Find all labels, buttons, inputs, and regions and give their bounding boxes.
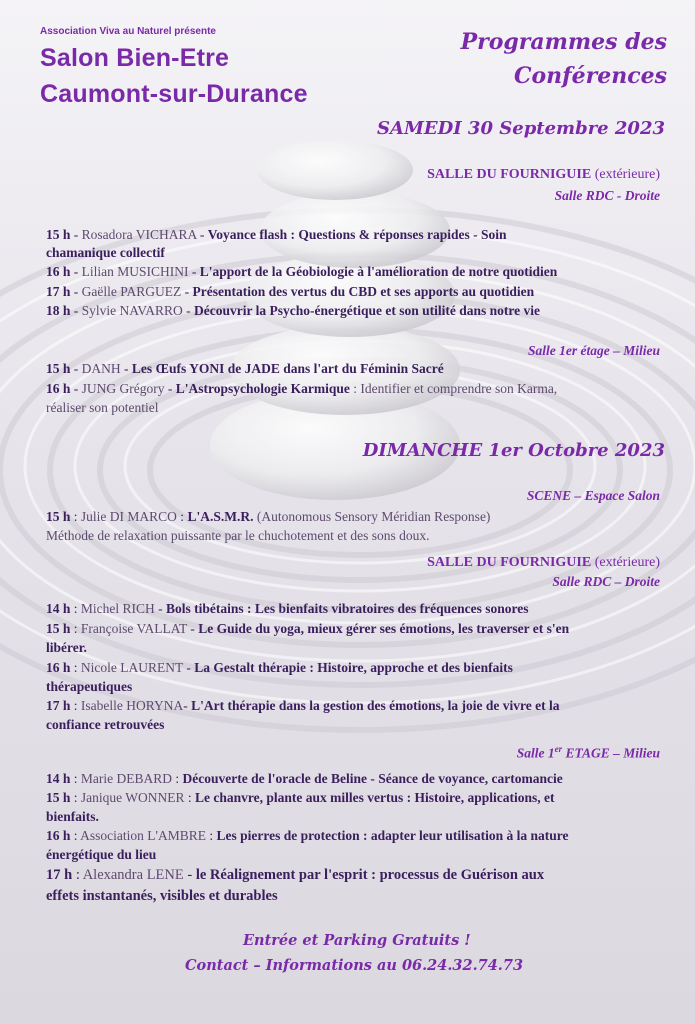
talk-sun-17: [46, 698, 559, 714]
talk-sat2-16: [46, 381, 557, 397]
talk-title-cont: énergétique du lieu: [46, 847, 157, 862]
talk-sun-14: [46, 601, 529, 617]
talk-title: Les Œufs YONI de JADE dans l'art du Féminin Sacré: [131, 361, 444, 376]
talk-time: 17 h: [46, 284, 71, 299]
talk-title: L'A.S.M.R.: [187, 509, 254, 524]
sep: -: [70, 264, 82, 279]
talk-time: 18 h: [46, 303, 71, 318]
talk-speaker: Nicole LAURENT: [80, 660, 184, 675]
programmes-heading-2: Conférences: [513, 63, 667, 89]
talk-sun2-15: [46, 790, 555, 806]
talk-sun-16-cont: [46, 679, 132, 695]
room-name: SALLE DU FOURNIGUIE: [427, 167, 592, 182]
programmes-heading-1: Programmes des: [460, 29, 667, 55]
sep: :: [70, 698, 81, 713]
room-sub-pre: Salle 1: [516, 745, 555, 761]
saturday-room2-sub: Salle 1er étage – Milieu: [528, 343, 660, 358]
talk-sun2-17: [46, 867, 544, 884]
saturday-date: SAMEDI 30 Septembre 2023: [377, 118, 665, 139]
sunday-room1-sub: Salle RDC – Droite: [552, 574, 660, 589]
talk-title-cont: chamanique collectif: [46, 245, 165, 260]
sep: -: [154, 601, 167, 616]
talk-sun-15-cont: [46, 640, 87, 656]
talk-sun-15: [46, 621, 569, 637]
title-line-1: Salon Bien-Etre: [40, 44, 230, 72]
talk-title: Les pierres de protection : adapter leur utilisation à la nature: [216, 828, 569, 843]
talk-time: 14 h: [46, 771, 71, 786]
talk-title-cont: libérer.: [46, 640, 87, 655]
sep: -: [182, 303, 195, 318]
talk-title-cont: thérapeutiques: [46, 679, 133, 694]
sep: :: [72, 867, 83, 883]
talk-sun-scene-cont: [46, 528, 430, 544]
sep: -: [120, 361, 132, 376]
talk-time: 17 h: [46, 867, 73, 883]
talk-title: Le chanvre, plante aux milles vertus : Histoire, applications, et: [195, 790, 555, 805]
sep: -: [183, 698, 192, 713]
organizer-line: Association Viva au Naturel présente: [40, 26, 216, 37]
sep: :: [184, 790, 196, 805]
talk-time: 15 h: [46, 227, 71, 242]
sep: -: [196, 227, 208, 242]
sep: :: [70, 790, 81, 805]
sep: :: [70, 660, 81, 675]
talk-time: 16 h: [46, 828, 71, 843]
sep: -: [70, 303, 82, 318]
talk-title: Découverte de l'oracle de Beline - Séance de voyance, cartomancie: [182, 771, 563, 786]
sep: -: [188, 264, 200, 279]
talk-title-cont: confiance retrouvées: [46, 717, 165, 732]
sep: -: [183, 660, 195, 675]
talk-speaker: Lilian MUSICHINI: [81, 264, 189, 279]
talk-sun-16: [46, 660, 513, 676]
talk-speaker: Marie DEBARD: [80, 771, 173, 786]
talk-title: L'Art thérapie dans la gestion des émotions, la joie de vivre et la: [191, 698, 560, 713]
talk-title: le Réalignement par l'esprit : processus de Guérison aux: [195, 867, 545, 883]
sep: :: [172, 771, 183, 786]
talk-desc-cont: réaliser son potentiel: [46, 400, 159, 415]
talk-speaker: Julie DI MARCO: [80, 509, 177, 524]
talk-sun2-16-cont: [46, 847, 156, 863]
saturday-room1-name: [427, 167, 660, 183]
talk-sun2-14: [46, 771, 563, 787]
talk-speaker: Michel RICH: [80, 601, 155, 616]
talk-title-cont: bienfaits.: [46, 809, 99, 824]
talk-time: 14 h: [46, 601, 71, 616]
talk-speaker: Françoise VALLAT: [80, 621, 188, 636]
talk-sun2-15-cont: [46, 809, 99, 825]
sep: -: [70, 284, 82, 299]
talk-sat-16: [46, 264, 557, 280]
sep: :: [70, 621, 81, 636]
sep: :: [70, 828, 81, 843]
talk-sat-15: [46, 227, 507, 243]
talk-speaker: Association L'AMBRE: [80, 828, 206, 843]
room-sub-sup: er: [554, 744, 563, 754]
talk-title: L'Astropsychologie Karmique: [175, 381, 350, 396]
talk-title: Le Guide du yoga, mieux gérer ses émotions, les traverser et s'en: [198, 621, 570, 636]
sep: :: [205, 828, 217, 843]
sep: :: [70, 509, 81, 524]
talk-time: 15 h: [46, 509, 71, 524]
sep: -: [70, 361, 82, 376]
room-note: (extérieure): [594, 167, 660, 182]
talk-sun2-16: [46, 828, 568, 844]
room-note: (extérieure): [594, 555, 660, 570]
sep: -: [70, 227, 82, 242]
sunday-date: DIMANCHE 1er Octobre 2023: [362, 440, 665, 461]
talk-sun2-17-cont: [46, 888, 278, 905]
talk-sat2-15: [46, 361, 444, 377]
talk-desc: (Autonomous Sensory Méridian Response): [253, 509, 491, 524]
talk-time: 16 h: [46, 264, 71, 279]
talk-sat2-16-cont: [46, 400, 158, 416]
sep: :: [70, 601, 81, 616]
sep: -: [181, 284, 193, 299]
sep: :: [176, 509, 188, 524]
sunday-room2-sub: [517, 744, 660, 762]
talk-speaker: Alexandra LENE: [82, 867, 184, 883]
talk-title: Découvrir la Psycho-énergétique et son utilité dans notre vie: [194, 303, 541, 318]
talk-time: 16 h: [46, 660, 71, 675]
talk-sun-17-cont: [46, 717, 164, 733]
talk-desc: : Identifier et comprendre son Karma,: [349, 381, 558, 396]
talk-sat-15-cont: [46, 245, 165, 261]
talk-title: Voyance flash : Questions & réponses rapides - Soin: [207, 227, 507, 242]
sep: -: [187, 621, 199, 636]
talk-speaker: JUNG Grégory: [81, 381, 165, 396]
talk-speaker: Janique WONNER: [80, 790, 185, 805]
talk-sun-scene: [46, 509, 490, 525]
sunday-scene-sub: SCENE – Espace Salon: [526, 488, 660, 503]
footer-entry: Entrée et Parking Gratuits !: [243, 932, 471, 949]
talk-speaker: Rosadora VICHARA: [81, 227, 197, 242]
talk-time: 15 h: [46, 361, 71, 376]
sep: -: [183, 867, 196, 883]
footer-contact: Contact – Informations au 06.24.32.74.73: [185, 957, 524, 974]
talk-title-cont: effets instantanés, visibles et durables: [46, 888, 278, 904]
room-sub-post: ETAGE – Milieu: [562, 745, 660, 761]
talk-time: 17 h: [46, 698, 71, 713]
sep: -: [164, 381, 176, 396]
talk-title: La Gestalt thérapie : Histoire, approche et des bienfaits: [194, 660, 513, 675]
talk-time: 15 h: [46, 790, 71, 805]
saturday-room1-sub: Salle RDC - Droite: [554, 188, 660, 203]
talk-time: 16 h: [46, 381, 71, 396]
room-name: SALLE DU FOURNIGUIE: [427, 555, 592, 570]
talk-title: Bols tibétains : Les bienfaits vibratoires des fréquences sonores: [166, 601, 529, 616]
title-line-2: Caumont-sur-Durance: [40, 80, 308, 108]
sep: -: [70, 381, 82, 396]
sunday-room1-name: [427, 555, 660, 571]
talk-speaker: Isabelle HORYNA: [80, 698, 184, 713]
talk-time: 15 h: [46, 621, 71, 636]
talk-sat-17: [46, 284, 534, 300]
talk-desc-cont: Méthode de relaxation puissante par le chuchotement et des sons doux.: [46, 528, 430, 543]
talk-speaker: Gaëlle PARGUEZ: [81, 284, 182, 299]
talk-title: Présentation des vertus du CBD et ses apports au quotidien: [192, 284, 535, 299]
talk-speaker: DANH: [81, 361, 121, 376]
sep: :: [70, 771, 81, 786]
talk-sat-18: [46, 303, 540, 319]
talk-speaker: Sylvie NAVARRO: [81, 303, 183, 318]
talk-title: L'apport de la Géobiologie à l'amélioration de notre quotidien: [199, 264, 558, 279]
